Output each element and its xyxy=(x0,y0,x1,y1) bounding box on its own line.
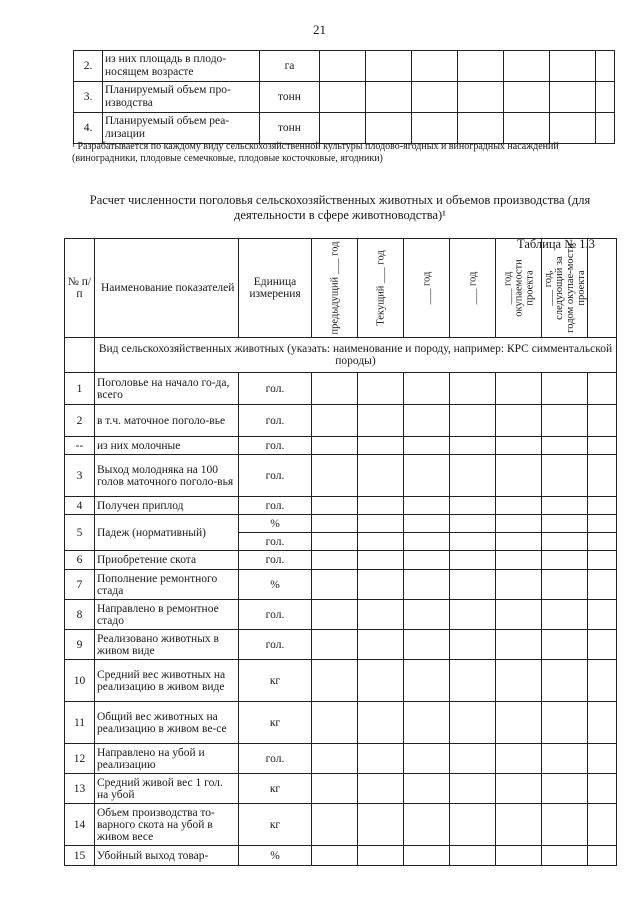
value-cell xyxy=(450,515,496,533)
value-cell xyxy=(596,113,615,144)
value-cell xyxy=(358,774,404,804)
row-number: 3. xyxy=(74,82,103,113)
row-indicator: Убойный выход товар- xyxy=(95,846,239,866)
value-cell xyxy=(358,373,404,405)
row-indicator: в т.ч. маточное поголо-вье xyxy=(95,405,239,437)
value-cell xyxy=(358,437,404,455)
row-indicator: Средний живой вес 1 гол. на убой xyxy=(95,774,239,804)
value-cell xyxy=(496,804,542,846)
value-cell xyxy=(312,437,358,455)
value-cell xyxy=(542,846,588,866)
table-row xyxy=(65,804,617,846)
table-row xyxy=(65,405,617,437)
value-cell xyxy=(358,515,404,533)
section-heading: Расчет численности поголовья сельскохозяйственных животных и объемов производства (для деятельности в сфере животноводства)¹ xyxy=(89,193,591,222)
value-cell xyxy=(312,570,358,600)
row-indicator: Падеж (нормативный) xyxy=(95,515,239,551)
table-row xyxy=(65,600,617,630)
value-cell xyxy=(404,405,450,437)
table-row xyxy=(65,455,617,497)
value-cell xyxy=(542,533,588,551)
value-cell xyxy=(312,373,358,405)
livestock-table xyxy=(64,238,617,866)
row-unit: гол. xyxy=(239,551,312,570)
value-cell xyxy=(450,744,496,774)
value-cell xyxy=(496,455,542,497)
value-cell xyxy=(496,702,542,744)
value-cell xyxy=(450,774,496,804)
top-table xyxy=(73,50,615,144)
value-cell xyxy=(588,570,617,600)
row-indicator: Получен приплод xyxy=(95,497,239,515)
value-cell xyxy=(404,600,450,630)
table-row xyxy=(65,774,617,804)
table-row xyxy=(65,660,617,702)
value-cell xyxy=(358,405,404,437)
value-cell xyxy=(542,600,588,630)
row-indicator: Планируемый объем реа-лизации xyxy=(103,113,260,144)
value-cell xyxy=(588,373,617,405)
value-cell xyxy=(496,551,542,570)
row-unit: кг xyxy=(239,804,312,846)
table-row xyxy=(65,497,617,515)
table-row xyxy=(65,437,617,455)
row-unit: % xyxy=(239,570,312,600)
header-name: Наименование показателей xyxy=(95,239,239,338)
row-number: 2 xyxy=(65,405,95,437)
value-cell xyxy=(588,497,617,515)
value-cell xyxy=(496,570,542,600)
value-cell xyxy=(450,551,496,570)
species-row xyxy=(65,338,617,373)
value-cell xyxy=(358,702,404,744)
value-cell xyxy=(312,630,358,660)
table-row xyxy=(65,515,617,533)
row-indicator: Планируемый объем про-изводства xyxy=(103,82,260,113)
value-cell xyxy=(358,630,404,660)
value-cell xyxy=(596,82,615,113)
row-unit: гол. xyxy=(239,373,312,405)
row-unit: тонн xyxy=(260,113,320,144)
header-period-4: ___ год xyxy=(450,239,496,338)
value-cell xyxy=(412,82,458,113)
value-cell xyxy=(312,455,358,497)
table-row xyxy=(65,630,617,660)
value-cell xyxy=(312,846,358,866)
table-row xyxy=(65,744,617,774)
row-unit: гол. xyxy=(239,455,312,497)
value-cell xyxy=(320,113,366,144)
value-cell xyxy=(496,744,542,774)
row-indicator: Поголовье на начало го-да, всего xyxy=(95,373,239,405)
row-unit: кг xyxy=(239,774,312,804)
row-unit: кг xyxy=(239,702,312,744)
value-cell xyxy=(358,660,404,702)
row-indicator: Объем производства то-варного скота на убой в живом весе xyxy=(95,804,239,846)
value-cell xyxy=(496,497,542,515)
table-row xyxy=(65,373,617,405)
row-number: 5 xyxy=(65,515,95,551)
value-cell xyxy=(550,113,596,144)
value-cell xyxy=(588,551,617,570)
value-cell xyxy=(588,846,617,866)
value-cell xyxy=(450,702,496,744)
value-cell xyxy=(450,437,496,455)
value-cell xyxy=(542,630,588,660)
value-cell xyxy=(458,51,504,82)
row-unit: гол. xyxy=(239,630,312,660)
value-cell xyxy=(450,630,496,660)
value-cell xyxy=(404,570,450,600)
value-cell xyxy=(550,82,596,113)
value-cell xyxy=(404,515,450,533)
value-cell xyxy=(404,744,450,774)
value-cell xyxy=(358,533,404,551)
header-period-5: ___ год окупаемости проекта xyxy=(496,239,542,338)
row-indicator: Реализовано животных в живом виде xyxy=(95,630,239,660)
row-unit: % xyxy=(239,515,312,533)
value-cell xyxy=(458,113,504,144)
value-cell xyxy=(358,804,404,846)
value-cell xyxy=(450,455,496,497)
value-cell xyxy=(366,82,412,113)
value-cell xyxy=(404,804,450,846)
value-cell xyxy=(450,405,496,437)
value-cell xyxy=(542,702,588,744)
value-cell xyxy=(412,113,458,144)
header-extra xyxy=(588,239,617,338)
value-cell xyxy=(542,774,588,804)
row-indicator: Направлено в ремонтное стадо xyxy=(95,600,239,630)
value-cell xyxy=(404,455,450,497)
value-cell xyxy=(358,600,404,630)
row-number: 15 xyxy=(65,846,95,866)
value-cell xyxy=(404,497,450,515)
value-cell xyxy=(588,455,617,497)
header-num: № п/п xyxy=(65,239,95,338)
value-cell xyxy=(358,551,404,570)
header-period-3: ___ год xyxy=(404,239,450,338)
value-cell xyxy=(312,533,358,551)
row-number: 4 xyxy=(65,497,95,515)
row-number: 7 xyxy=(65,570,95,600)
value-cell xyxy=(504,51,550,82)
value-cell xyxy=(496,846,542,866)
value-cell xyxy=(542,497,588,515)
table-row xyxy=(65,570,617,600)
value-cell xyxy=(588,515,617,533)
value-cell xyxy=(496,600,542,630)
footnote: ¹ Разрабатывается по каждому виду сельскохозяйственной культуры плодово-ягодных и виноградных насаждений (виноградники, плодовые семечковые, плодовые косточковые, ягодники) xyxy=(72,141,559,164)
row-unit: гол. xyxy=(239,437,312,455)
value-cell xyxy=(450,804,496,846)
value-cell xyxy=(542,804,588,846)
table-row xyxy=(65,551,617,570)
row-number: 6 xyxy=(65,551,95,570)
value-cell xyxy=(404,437,450,455)
value-cell xyxy=(312,774,358,804)
table-header-row xyxy=(65,239,617,338)
value-cell xyxy=(588,630,617,660)
value-cell xyxy=(496,630,542,660)
value-cell xyxy=(596,51,615,82)
value-cell xyxy=(404,702,450,744)
value-cell xyxy=(404,660,450,702)
value-cell xyxy=(588,702,617,744)
table-row xyxy=(74,82,615,113)
value-cell xyxy=(542,455,588,497)
value-cell xyxy=(588,600,617,630)
row-number: 11 xyxy=(65,702,95,744)
header-period-2: Текущий ___ год xyxy=(358,239,404,338)
value-cell xyxy=(312,405,358,437)
table-row xyxy=(65,702,617,744)
value-cell xyxy=(450,533,496,551)
row-unit: кг xyxy=(239,660,312,702)
header-unit: Единица измерения xyxy=(239,239,312,338)
row-unit: га xyxy=(260,51,320,82)
value-cell xyxy=(450,600,496,630)
value-cell xyxy=(366,51,412,82)
value-cell xyxy=(542,437,588,455)
row-indicator: Выход молодняка на 100 голов маточного поголо-вья xyxy=(95,455,239,497)
row-indicator: Средний вес животных на реализацию в живом виде xyxy=(95,660,239,702)
value-cell xyxy=(312,600,358,630)
row-indicator: из них молочные xyxy=(95,437,239,455)
value-cell xyxy=(366,113,412,144)
row-unit: тонн xyxy=(260,82,320,113)
value-cell xyxy=(450,570,496,600)
value-cell xyxy=(458,82,504,113)
table-row xyxy=(74,51,615,82)
row-number: 10 xyxy=(65,660,95,702)
value-cell xyxy=(358,497,404,515)
value-cell xyxy=(312,551,358,570)
value-cell xyxy=(358,570,404,600)
value-cell xyxy=(358,455,404,497)
row-unit: гол. xyxy=(239,405,312,437)
value-cell xyxy=(358,744,404,774)
value-cell xyxy=(496,774,542,804)
value-cell xyxy=(504,113,550,144)
value-cell xyxy=(542,744,588,774)
value-cell xyxy=(542,373,588,405)
value-cell xyxy=(450,660,496,702)
row-indicator: Пополнение ремонтного стада xyxy=(95,570,239,600)
value-cell xyxy=(450,497,496,515)
value-cell xyxy=(404,630,450,660)
value-cell xyxy=(450,373,496,405)
value-cell xyxy=(404,846,450,866)
row-number: 9 xyxy=(65,630,95,660)
row-number: 8 xyxy=(65,600,95,630)
value-cell xyxy=(412,51,458,82)
table-row xyxy=(74,113,615,144)
value-cell xyxy=(404,373,450,405)
row-unit: гол. xyxy=(239,600,312,630)
page-number: 21 xyxy=(313,22,326,37)
value-cell xyxy=(312,660,358,702)
row-number: 2. xyxy=(74,51,103,82)
row-number: 4. xyxy=(74,113,103,144)
value-cell xyxy=(588,437,617,455)
value-cell xyxy=(588,774,617,804)
value-cell xyxy=(542,515,588,533)
species-text: Вид сельскохозяйственных животных (указать: наименование и породу, например: КРС симментальской породы) xyxy=(95,338,617,373)
header-period-6: ___ год, следующий за годом окупае-мости проекта xyxy=(542,239,588,338)
value-cell xyxy=(312,497,358,515)
value-cell xyxy=(588,660,617,702)
row-indicator: из них площадь в плодо-носящем возрасте xyxy=(103,51,260,82)
value-cell xyxy=(542,405,588,437)
row-unit: гол. xyxy=(239,497,312,515)
value-cell xyxy=(496,437,542,455)
value-cell xyxy=(404,551,450,570)
value-cell xyxy=(312,515,358,533)
row-indicator: Общий вес животных на реализацию в живом ве-се xyxy=(95,702,239,744)
table-label: Таблица № 1.3 xyxy=(517,237,595,251)
value-cell xyxy=(496,405,542,437)
value-cell xyxy=(496,660,542,702)
value-cell xyxy=(496,533,542,551)
table-row xyxy=(65,846,617,866)
row-unit: гол. xyxy=(239,744,312,774)
value-cell xyxy=(542,660,588,702)
value-cell xyxy=(496,373,542,405)
value-cell xyxy=(496,515,542,533)
value-cell xyxy=(588,405,617,437)
value-cell xyxy=(588,744,617,774)
row-number: 3 xyxy=(65,455,95,497)
value-cell xyxy=(312,744,358,774)
row-number: -- xyxy=(65,437,95,455)
value-cell xyxy=(320,82,366,113)
row-number: 13 xyxy=(65,774,95,804)
value-cell xyxy=(312,702,358,744)
row-number: 12 xyxy=(65,744,95,774)
header-period-1: предыдущий ___ год xyxy=(312,239,358,338)
value-cell xyxy=(358,846,404,866)
value-cell xyxy=(320,51,366,82)
row-indicator: Приобретение скота xyxy=(95,551,239,570)
row-indicator: Направлено на убой и реализацию xyxy=(95,744,239,774)
row-unit: гол. xyxy=(239,533,312,551)
row-number: 14 xyxy=(65,804,95,846)
value-cell xyxy=(404,533,450,551)
value-cell xyxy=(312,804,358,846)
value-cell xyxy=(404,774,450,804)
value-cell xyxy=(588,533,617,551)
row-number: 1 xyxy=(65,373,95,405)
value-cell xyxy=(542,570,588,600)
value-cell xyxy=(504,82,550,113)
row-unit: % xyxy=(239,846,312,866)
value-cell xyxy=(588,804,617,846)
value-cell xyxy=(542,551,588,570)
value-cell xyxy=(550,51,596,82)
value-cell xyxy=(450,846,496,866)
